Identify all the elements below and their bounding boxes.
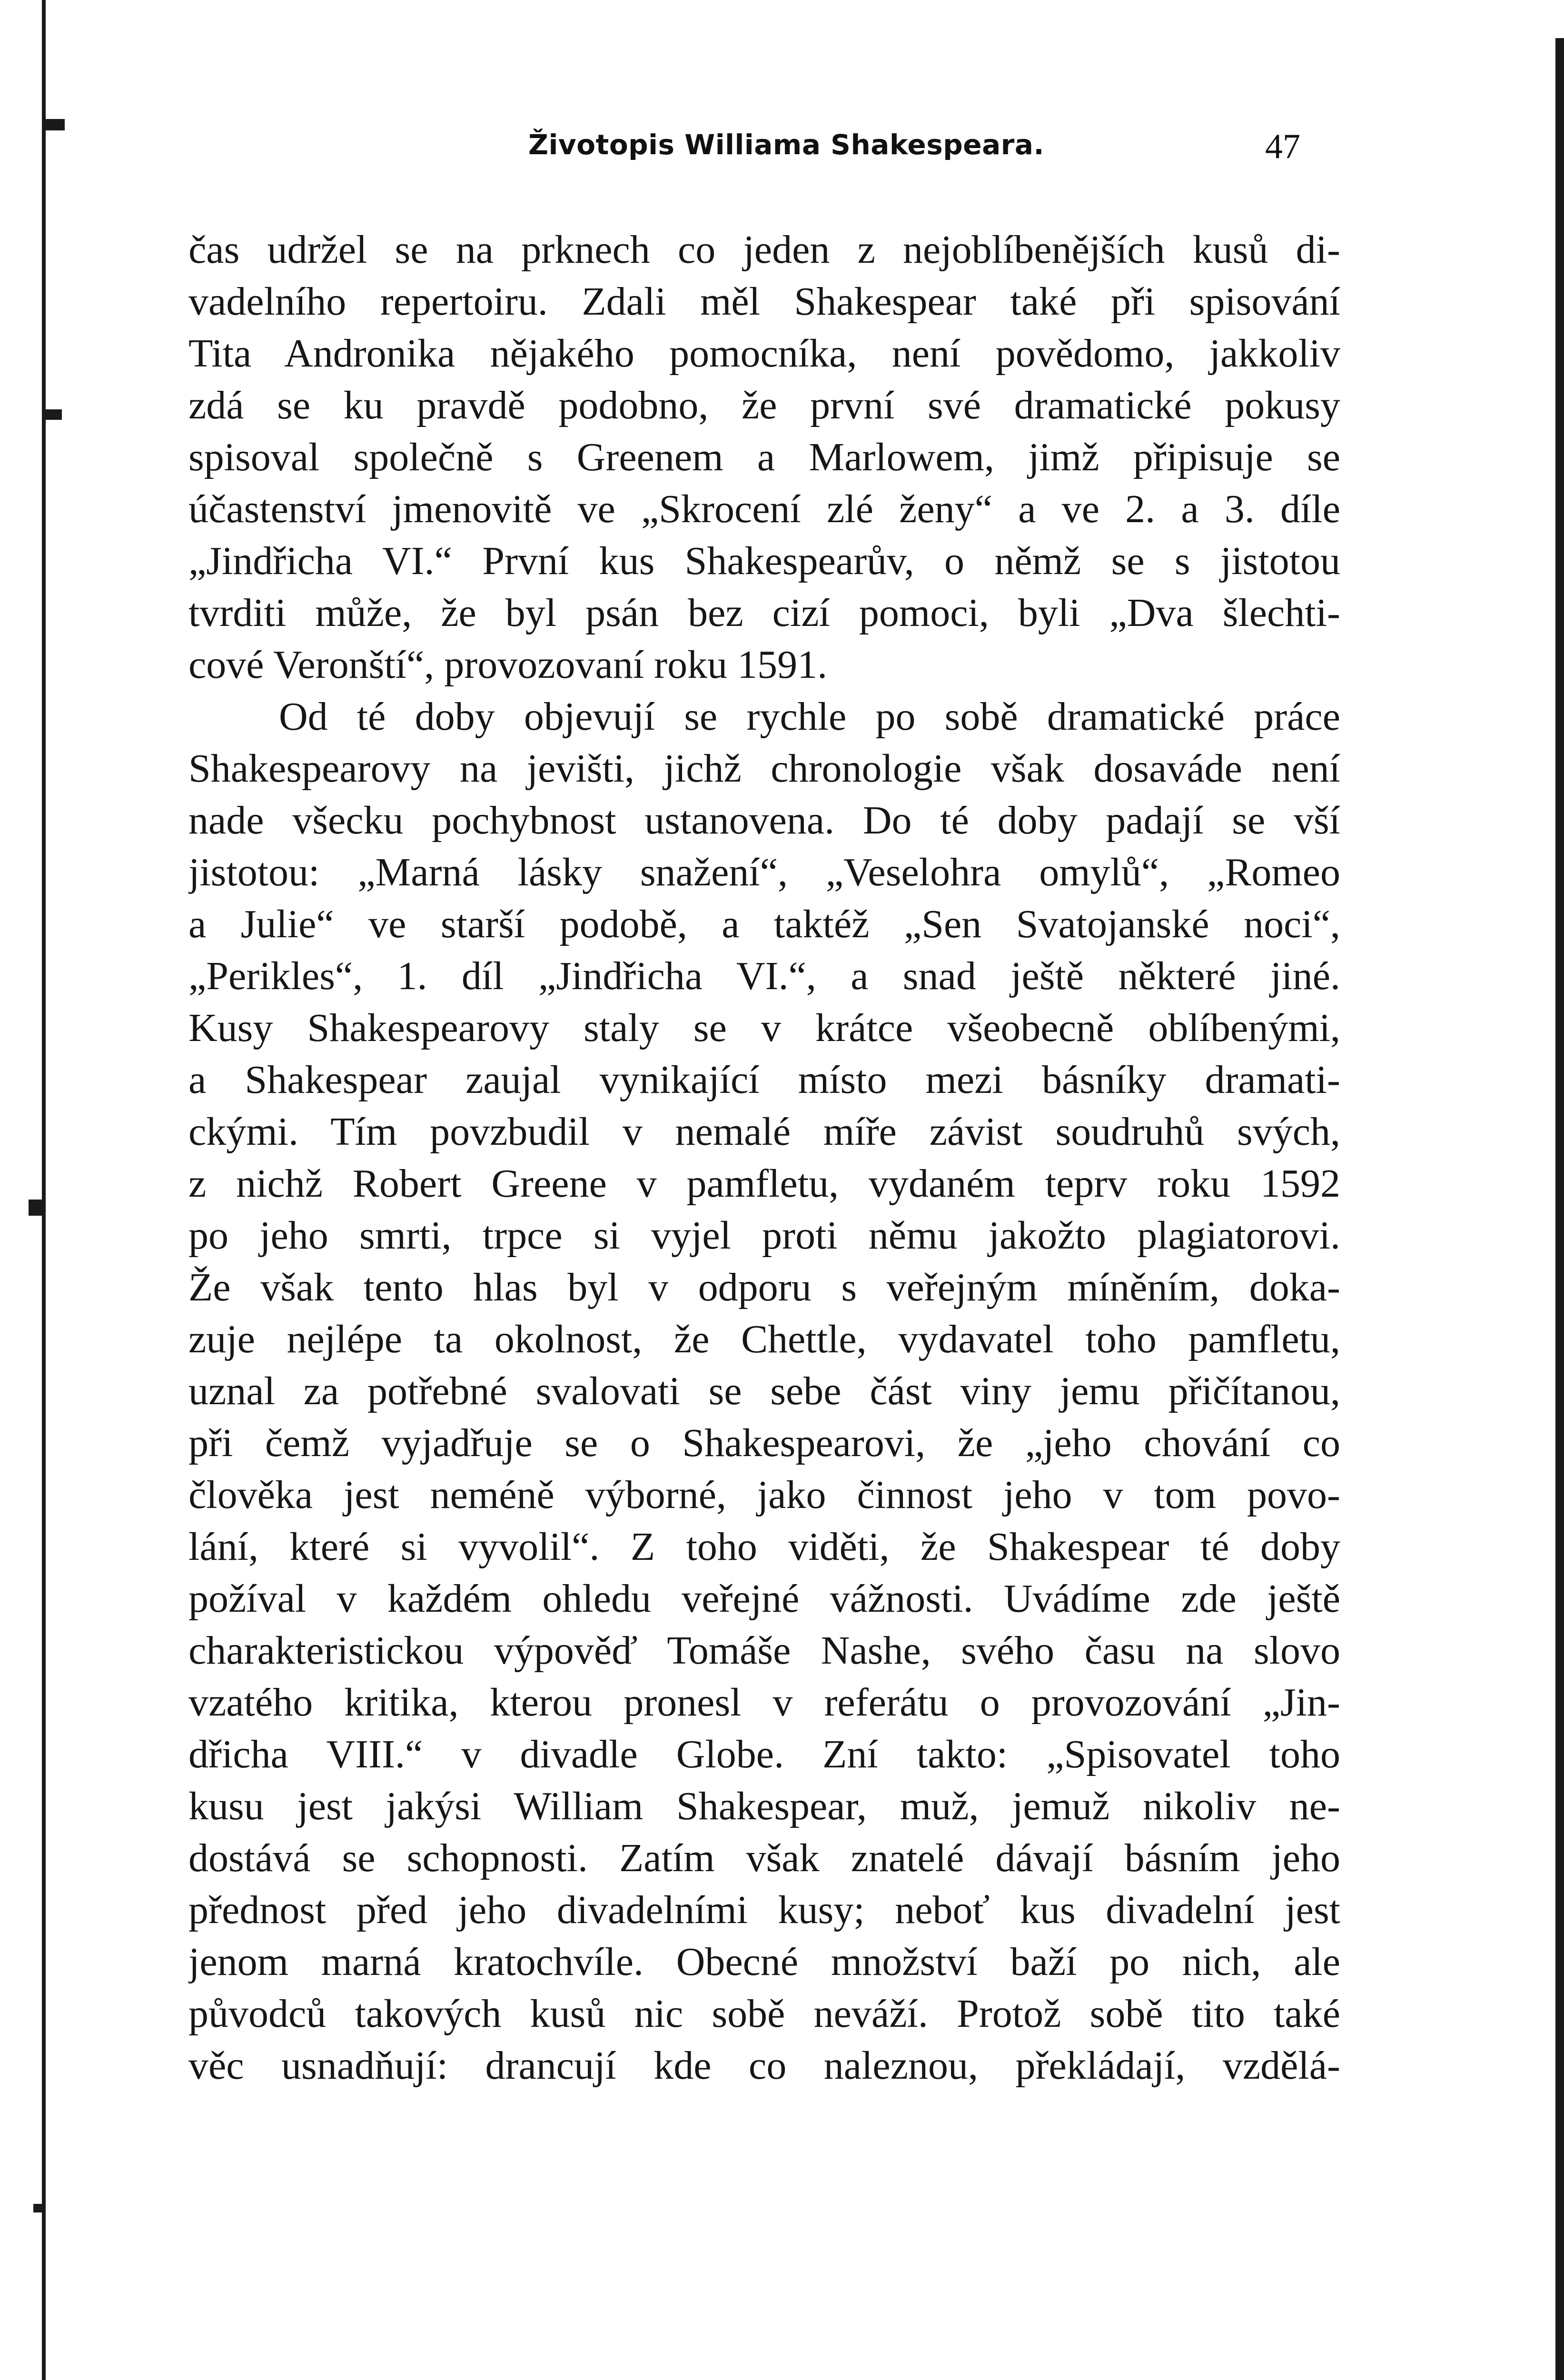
text-line: Že však tento hlas byl v odporu s veřejným míněním, doka- (188, 1265, 1340, 1309)
text-line: při čemž vyjadřuje se o Shakespearovi, že „jeho chování co (188, 1421, 1340, 1465)
text-line: spisoval společně s Greenem a Marlowem, jimž připisuje se (188, 435, 1340, 479)
text-line: přednost před jeho divadelními kusy; neboť kus divadelní jest (188, 1888, 1340, 1932)
right-page-edge (1555, 38, 1564, 2380)
text-line: a Shakespear zaujal vynikající místo mezi básníky dramati- (188, 1058, 1340, 1102)
text-line: původců takových kusů nic sobě neváží. Protož sobě tito také (188, 1992, 1340, 2036)
text-line: cové Veronští“, provozovaní roku 1591. (188, 643, 828, 687)
text-line: Shakespearovy na jevišti, jichž chronologie však dosaváde není (188, 746, 1340, 791)
text-line: vzatého kritika, kterou pronesl v referátu o provozování „Jin- (188, 1680, 1340, 1725)
text-line: vadelního repertoiru. Zdali měl Shakespear také při spisování (188, 279, 1340, 324)
text-line: Od té doby objevují se rychle po sobě dramatické práce (279, 694, 1340, 739)
paragraph-2 (188, 691, 1340, 2092)
text-line: „Perikles“, 1. díl „Jindřicha VI.“, a snad ještě některé jiné. (188, 954, 1340, 998)
page-number: 47 (1265, 127, 1300, 166)
binding-gutter-line (42, 0, 46, 2380)
gutter-mark (46, 409, 62, 420)
text-line: Kusy Shakespearovy staly se v krátce všeobecně oblíbenými, (188, 1006, 1340, 1050)
text-line: jenom marná kratochvíle. Obecné množství baží po nich, ale (188, 1940, 1340, 1984)
text-line: dřicha VIII.“ v divadle Globe. Zní takto: „Spisovatel toho (188, 1732, 1340, 1776)
text-line: Tita Andronika nějakého pomocníka, není povědomo, jakkoliv (188, 331, 1340, 376)
text-line: tvrditi může, že byl psán bez cizí pomoci, byli „Dva šlechti- (188, 591, 1340, 635)
text-line: ckými. Tím povzbudil v nemalé míře závist soudruhů svých, (188, 1110, 1340, 1154)
text-line: zuje nejlépe ta okolnost, že Chettle, vydavatel toho pamfletu, (188, 1317, 1340, 1361)
text-line: zdá se ku pravdě podobno, že první své dramatické pokusy (188, 383, 1340, 427)
text-line: věc usnadňují: drancují kde co naleznou, překládají, vzdělá- (188, 2043, 1340, 2088)
text-line: čas udržel se na prknech co jeden z nejoblíbenějších kusů di- (188, 228, 1340, 272)
text-line: a Julie“ ve starší podobě, a taktéž „Sen Svatojanské noci“, (188, 902, 1340, 946)
text-line: po jeho smrti, trpce si vyjel proti němu jakožto plagiatorovi. (188, 1213, 1340, 1258)
text-line: člověka jest neméně výborné, jako činnost jeho v tom povo- (188, 1473, 1340, 1517)
text-line: „Jindřicha VI.“ První kus Shakespearův, o němž se s jistotou (188, 539, 1340, 583)
gutter-mark (33, 2204, 46, 2212)
text-line: uznal za potřebné svalovati se sebe část viny jemu přičítanou, (188, 1369, 1340, 1413)
gutter-mark (46, 119, 65, 130)
running-head: Životopis Williama Shakespeara. (528, 129, 1045, 161)
text-line: dostává se schopnosti. Zatím však znatelé dávají básním jeho (188, 1836, 1340, 1880)
text-line: nade všecku pochybnost ustanovena. Do té doby padají se vší (188, 798, 1340, 843)
body-text (188, 224, 1340, 2092)
text-line: z nichž Robert Greene v pamfletu, vydaném teprv roku 1592 (188, 1161, 1340, 1206)
text-line: charakteristickou výpověď Tomáše Nashe, svého času na slovo (188, 1628, 1340, 1673)
gutter-mark (29, 1200, 43, 1216)
text-line: lání, které si vyvolil“. Z toho viděti, že Shakespear té doby (188, 1525, 1340, 1569)
text-line: kusu jest jakýsi William Shakespear, muž, jemuž nikoliv ne- (188, 1784, 1340, 1828)
text-line: jistotou: „Marná lásky snažení“, „Veselohra omylů“, „Romeo (188, 850, 1340, 894)
text-line: požíval v každém ohledu veřejné vážnosti. Uvádíme zde ještě (188, 1577, 1340, 1621)
text-line: účastenství jmenovitě ve „Skrocení zlé ženy“ a ve 2. a 3. díle (188, 487, 1340, 531)
paragraph-1 (188, 224, 1340, 691)
